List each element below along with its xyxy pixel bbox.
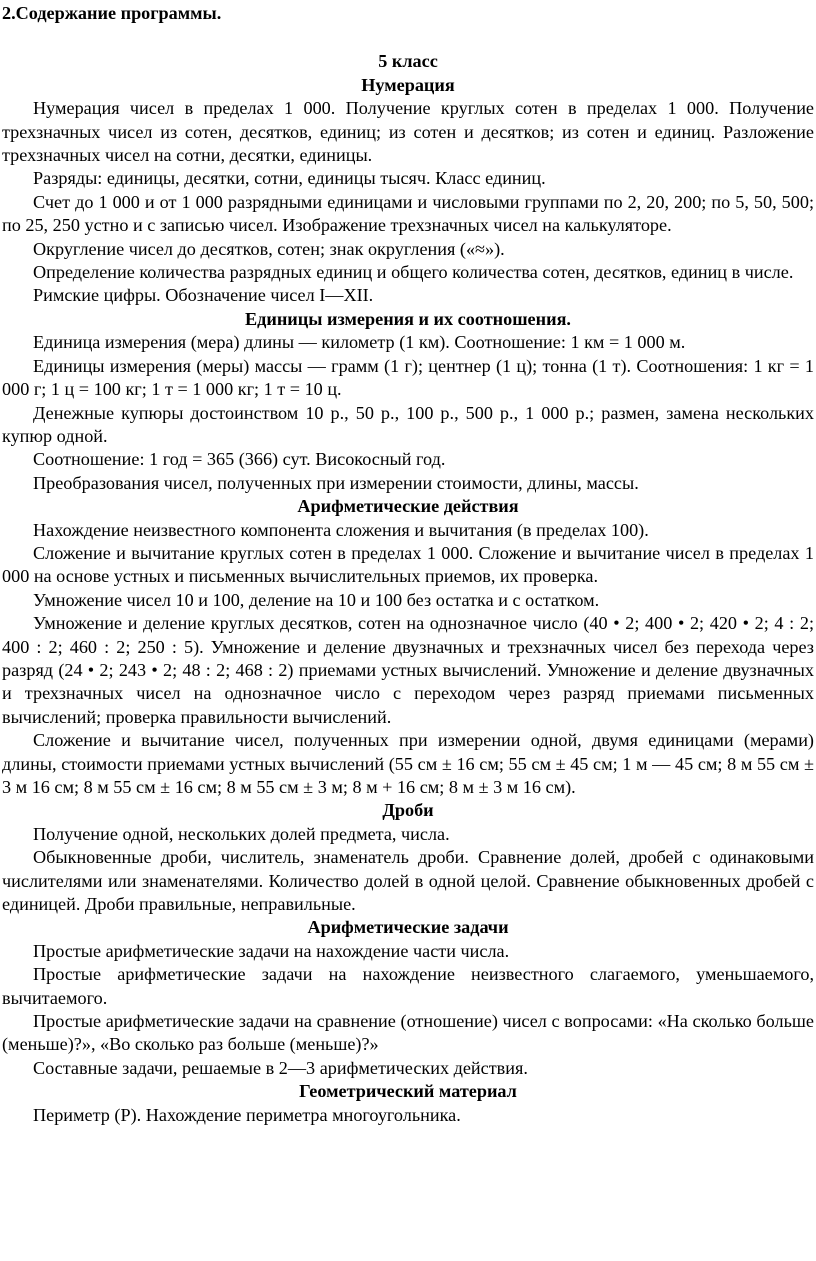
- section-units: [2, 308, 814, 495]
- paragraph: Получение одной, нескольких долей предмета, числа.: [33, 823, 450, 844]
- section-title: Арифметические задачи: [307, 917, 509, 938]
- paragraph: Округление чисел до десятков, сотен; знак округления («≈»).: [33, 238, 505, 259]
- paragraph: Денежные купюры достоинством 10 р., 50 р., 100 р., 500 р., 1 000 р.; размен, замена нескольких купюр одной.: [2, 402, 814, 446]
- paragraph: Нумерация чисел в пределах 1 000. Получение круглых сотен в пределах 1 000. Получение трехзначных чисел из сотен, десятков, единиц; из сотен и десятков; из сотен и единиц. Разложение трехзначных чисел на сотни, десятки, единицы.: [2, 98, 814, 166]
- section-numbering: [2, 74, 814, 308]
- paragraph: Составные задачи, решаемые в 2—3 арифметических действия.: [33, 1057, 528, 1078]
- paragraph: Единица измерения (мера) длины — километр (1 км). Соотношение: 1 км = 1 000 м.: [33, 332, 686, 353]
- paragraph: Счет до 1 000 и от 1 000 разрядными единицами и числовыми группами по 2, 20, 200; по 5, 50, 500; по 25, 250 устно и с записью чисел. Изображение трехзначных чисел на калькуляторе.: [2, 191, 814, 236]
- paragraph: Единицы измерения (меры) массы — грамм (1 г); центнер (1 ц); тонна (1 т). Соотношения: 1 кг = 1 000 г; 1 ц = 100 кг; 1 т = 1 000 кг; 1 т = 10 ц.: [2, 355, 814, 400]
- paragraph: Простые арифметические задачи на сравнение (отношение) чисел с вопросами: «На сколько больше (меньше)?», «Во сколько раз больше (меньше)?»: [2, 1011, 814, 1055]
- section-geometry: [2, 1080, 814, 1127]
- grade-title: 5 класс: [378, 51, 438, 72]
- section-title: Арифметические действия: [297, 496, 519, 517]
- document-heading: 2.Содержание программы.: [2, 3, 222, 23]
- paragraph: Соотношение: 1 год = 365 (366) сут. Високосный год.: [33, 449, 446, 470]
- paragraph: Римские цифры. Обозначение чисел I—XII.: [33, 285, 374, 306]
- paragraph: Умножение и деление круглых десятков, сотен на однозначное число (40 • 2; 400 • 2; 420 • 2; 4 : 2; 400 : 2; 460 : 2; 250 : 5). Умножение и деление двузначных и трехзначных чисел без перехода через разряд (24 • 2; 243 • 2; 48 : 2; 468 : 2) приемами устных вычислений. Умножение и деление двузначных и трехзначных чисел на однозначное число с переходом через разряд приемами письменных вычислений; проверка правильности вычислений.: [2, 613, 814, 727]
- paragraph: Разряды: единицы, десятки, сотни, единицы тысяч. Класс единиц.: [33, 168, 546, 189]
- section-title: Нумерация: [361, 74, 455, 95]
- paragraph: Умножение чисел 10 и 100, деление на 10 и 100 без остатка и с остатком.: [33, 589, 600, 610]
- section-title: Единицы измерения и их соотношения.: [245, 308, 571, 329]
- section-fractions: [2, 799, 814, 916]
- section-arithmetic-problems: [2, 916, 814, 1080]
- paragraph: Определение количества разрядных единиц и общего количества сотен, десятков, единиц в числе.: [33, 262, 794, 283]
- paragraph: Сложение и вычитание чисел, полученных при измерении одной, двумя единицами (мерами) длины, стоимости приемами устных вычислений (55 см ± 16 см; 55 см ± 45 см; 1 м — 45 см; 8 м 55 см ± 3 м 16 см; 8 м 55 см ± 16 см; 8 м 55 см ± 3 м; 8 м + 16 см; 8 м ± 3 м 16 см).: [2, 730, 814, 797]
- paragraph: Периметр (Р). Нахождение периметра многоугольника.: [33, 1104, 461, 1125]
- section-title: Геометрический материал: [299, 1081, 517, 1102]
- section-title: Дроби: [382, 800, 434, 821]
- paragraph: Простые арифметические задачи на нахождение части числа.: [33, 940, 510, 961]
- section-arithmetic-operations: [2, 495, 814, 799]
- paragraph: Нахождение неизвестного компонента сложения и вычитания (в пределах 100).: [33, 519, 649, 540]
- paragraph: Простые арифметические задачи на нахождение неизвестного слагаемого, уменьшаемого, вычитаемого.: [2, 964, 814, 1008]
- paragraph: Обыкновенные дроби, числитель, знаменатель дроби. Сравнение долей, дробей с одинаковыми числителями или знаменателями. Количество долей в одной целой. Сравнение обыкновенных дробей с единицей. Дроби правильные, неправильные.: [2, 847, 814, 915]
- paragraph: Сложение и вычитание круглых сотен в пределах 1 000. Сложение и вычитание чисел в пределах 1 000 на основе устных и письменных вычислительных приемов, их проверка.: [2, 542, 814, 587]
- paragraph: Преобразования чисел, полученных при измерении стоимости, длины, массы.: [33, 472, 639, 493]
